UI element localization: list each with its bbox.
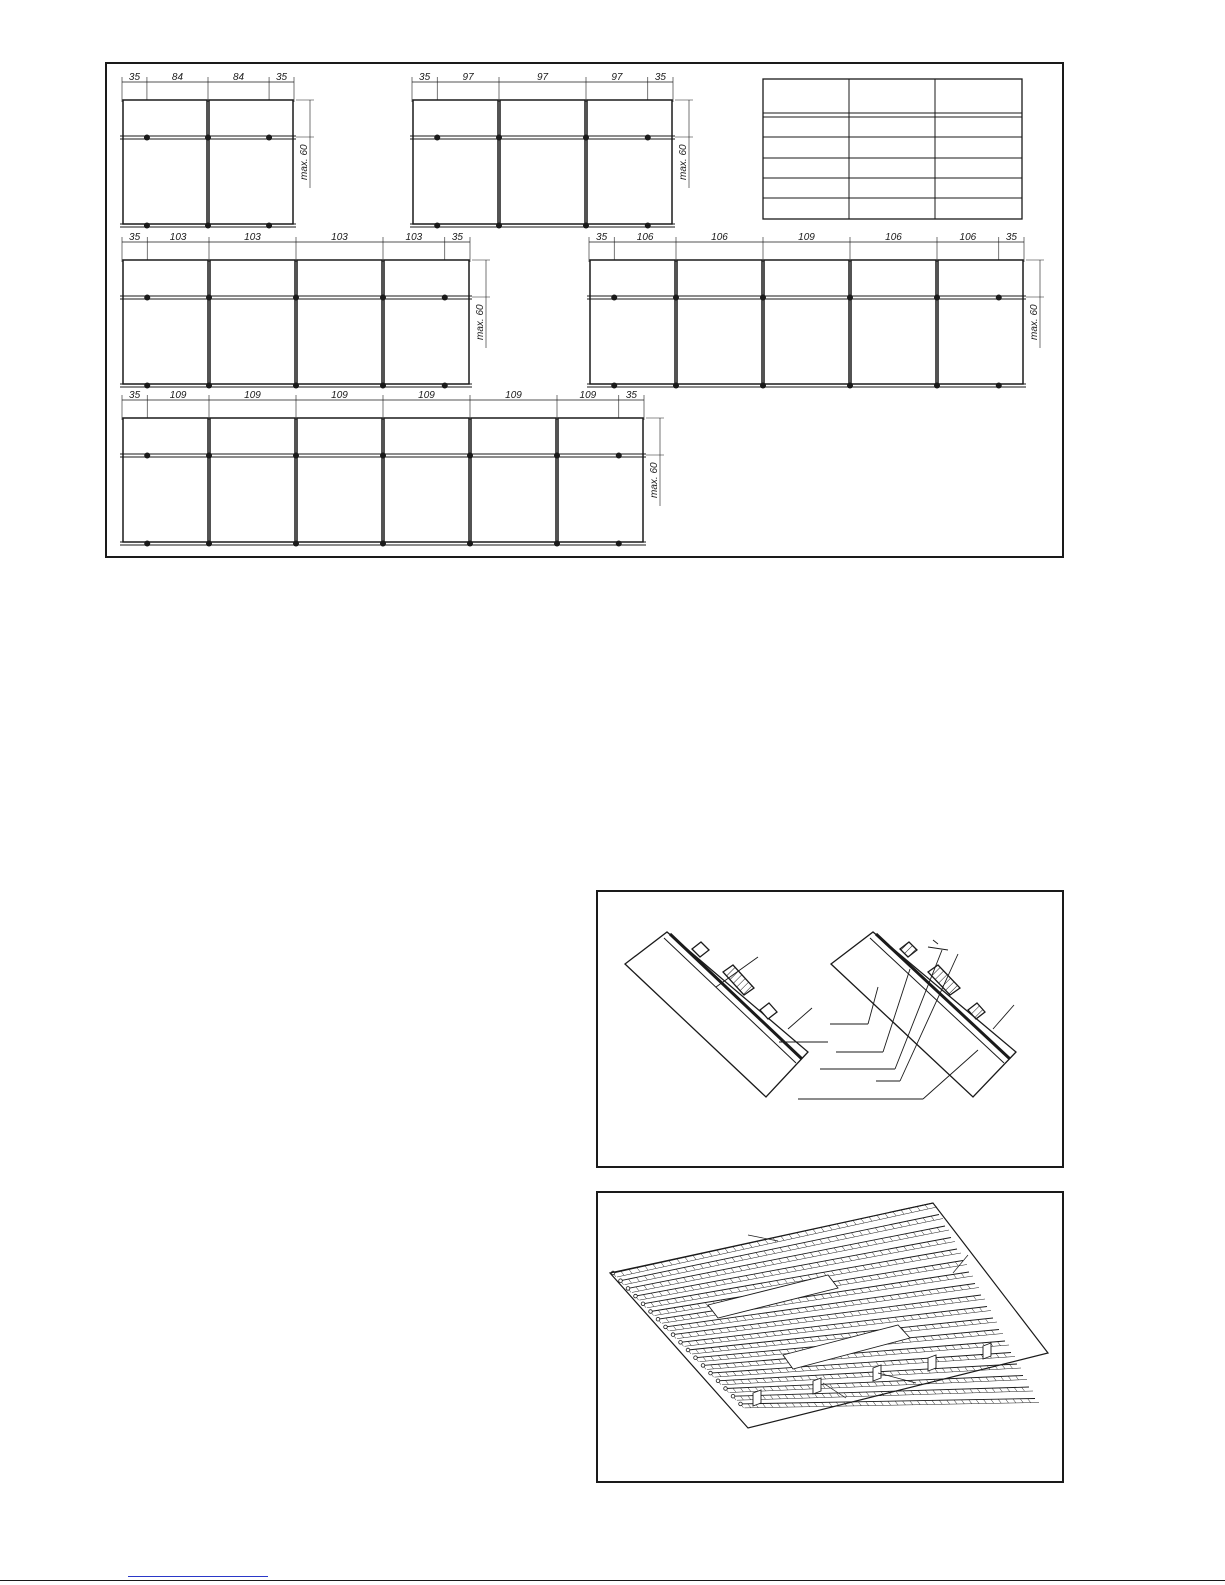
- dimension-label: 97: [536, 72, 549, 83]
- mounting-point: [934, 383, 940, 389]
- rafter-end: [873, 1365, 881, 1381]
- solar-panel: [471, 418, 556, 542]
- solar-panel: [590, 260, 675, 384]
- solar-panel: [297, 418, 382, 542]
- mounting-point: [760, 295, 766, 301]
- rafter-end: [928, 1355, 936, 1371]
- dimension-label: 106: [711, 232, 728, 243]
- solar-panel: [677, 260, 762, 384]
- rafter-end: [983, 1343, 991, 1359]
- mounting-point: [847, 295, 853, 301]
- layout-three-panels: [410, 72, 693, 229]
- dimension-label: 84: [171, 72, 184, 83]
- mounting-point: [496, 223, 502, 229]
- solar-panel: [384, 260, 469, 384]
- rafter-end: [753, 1390, 761, 1406]
- solar-panel: [500, 100, 585, 224]
- dimension-label: 106: [959, 232, 977, 243]
- mounting-point: [442, 383, 448, 389]
- mounting-point: [467, 541, 473, 547]
- solar-panel: [123, 418, 208, 542]
- dimension-label: 109: [169, 390, 187, 401]
- tile-row: [739, 1399, 1039, 1408]
- roof-outline: [610, 1203, 1048, 1428]
- mounting-point: [616, 453, 622, 459]
- mounting-point: [554, 453, 560, 459]
- solar-panel: [938, 260, 1023, 384]
- dimension-label: 35: [654, 72, 666, 83]
- height-label: max. 60: [475, 304, 486, 340]
- dimension-label: 35: [275, 72, 288, 83]
- dimension-label: 103: [244, 232, 261, 243]
- mounting-point: [205, 223, 211, 229]
- mounting-point: [616, 541, 622, 547]
- mounting-point: [144, 453, 150, 459]
- mounting-point: [847, 383, 853, 389]
- dimension-label: 109: [798, 232, 815, 243]
- dimension-label: 97: [611, 72, 623, 83]
- tile-row: [731, 1387, 1033, 1400]
- dimension-label: 35: [596, 232, 608, 243]
- dimension-label: 35: [129, 390, 141, 401]
- dimension-label: 103: [405, 232, 423, 243]
- solar-panel: [210, 418, 295, 542]
- mounting-point: [380, 541, 386, 547]
- leader-line: [823, 1383, 846, 1398]
- mounting-point: [496, 135, 502, 141]
- solar-panel: [209, 100, 293, 224]
- layout-six-panels: [120, 390, 664, 547]
- solar-panel: [851, 260, 936, 384]
- dimension-label: 106: [885, 232, 902, 243]
- mounting-point: [144, 383, 150, 389]
- tiled-roof-svg: [598, 1193, 1062, 1481]
- solar-panel: [123, 260, 208, 384]
- tile-row: [709, 1353, 1015, 1378]
- mounting-point: [206, 295, 212, 301]
- mounting-point: [645, 135, 651, 141]
- solar-panel: [210, 260, 295, 384]
- dimension-label: 35: [625, 390, 637, 401]
- mounting-point: [266, 135, 272, 141]
- mounting-point: [996, 295, 1002, 301]
- layout-two-panels: [120, 72, 314, 229]
- mounting-point: [611, 295, 617, 301]
- leader-line: [953, 1255, 968, 1273]
- tile-row: [641, 1249, 961, 1308]
- dimension-label: 35: [1005, 232, 1017, 243]
- mounting-point: [434, 135, 440, 141]
- mounting-point: [144, 135, 150, 141]
- panel-layouts-figure: [105, 62, 1064, 558]
- mounting-point: [611, 383, 617, 389]
- mounting-point: [144, 295, 150, 301]
- mounting-point: [554, 541, 560, 547]
- solar-panel: [587, 100, 672, 224]
- height-label: max. 60: [649, 462, 660, 498]
- mounting-point: [583, 135, 589, 141]
- mounting-point: [673, 383, 679, 389]
- page-link-underline[interactable]: [128, 1576, 268, 1577]
- dimension-label: 97: [462, 72, 474, 83]
- section-detail-right: [798, 932, 1016, 1099]
- page-bottom-rule: [0, 1580, 1225, 1581]
- solar-panel: [384, 418, 469, 542]
- solar-panel: [413, 100, 498, 224]
- dimension-label: 35: [129, 232, 141, 243]
- mounting-point: [206, 541, 212, 547]
- mounting-point: [442, 295, 448, 301]
- dimension-label: 35: [128, 72, 141, 83]
- dimension-label: 103: [169, 232, 187, 243]
- panel-layouts-svg: [107, 64, 1062, 556]
- roof-opening: [783, 1325, 910, 1369]
- mounting-point: [934, 295, 940, 301]
- height-label: max. 60: [299, 144, 310, 180]
- dimension-label: 109: [244, 390, 261, 401]
- solar-panel: [764, 260, 849, 384]
- mounting-point: [645, 223, 651, 229]
- mounting-point: [144, 223, 150, 229]
- layout-four-panels: [120, 232, 490, 389]
- solar-panel: [297, 260, 382, 384]
- dimension-label: 103: [331, 232, 348, 243]
- roof-section-figure: [596, 890, 1064, 1168]
- mounting-point: [380, 383, 386, 389]
- mounting-point: [583, 223, 589, 229]
- mounting-point: [434, 223, 440, 229]
- solar-panel: [123, 100, 207, 224]
- mounting-point: [760, 383, 766, 389]
- mounting-point: [293, 453, 299, 459]
- mounting-point: [205, 135, 211, 141]
- mounting-point: [144, 541, 150, 547]
- mounting-point: [467, 453, 473, 459]
- mounting-point: [673, 295, 679, 301]
- height-label: max. 60: [678, 144, 689, 180]
- dimension-label: 109: [505, 390, 522, 401]
- layout-five-panels: [587, 232, 1044, 389]
- mounting-point: [380, 453, 386, 459]
- dimension-label: 109: [418, 390, 435, 401]
- dimension-label: 106: [636, 232, 654, 243]
- dimension-label: 35: [419, 72, 431, 83]
- dimension-label: 109: [331, 390, 348, 401]
- layouts-root: [120, 72, 1044, 547]
- tiled-roof-figure: [596, 1191, 1064, 1483]
- mounting-point: [380, 295, 386, 301]
- roof-section-svg: [598, 892, 1062, 1166]
- roof-root: [610, 1203, 1048, 1428]
- dimension-label: 109: [579, 390, 597, 401]
- mounting-point: [293, 541, 299, 547]
- section-detail-left: [625, 932, 828, 1097]
- dimension-label: 84: [232, 72, 245, 83]
- mounting-point: [206, 383, 212, 389]
- solar-panel: [558, 418, 643, 542]
- spec-table: [763, 79, 1022, 219]
- mounting-point: [996, 383, 1002, 389]
- rafter-end: [813, 1378, 821, 1394]
- mounting-point: [293, 383, 299, 389]
- mounting-point: [206, 453, 212, 459]
- mounting-point: [293, 295, 299, 301]
- mounting-point: [266, 223, 272, 229]
- dimension-label: 35: [451, 232, 463, 243]
- height-label: max. 60: [1029, 304, 1040, 340]
